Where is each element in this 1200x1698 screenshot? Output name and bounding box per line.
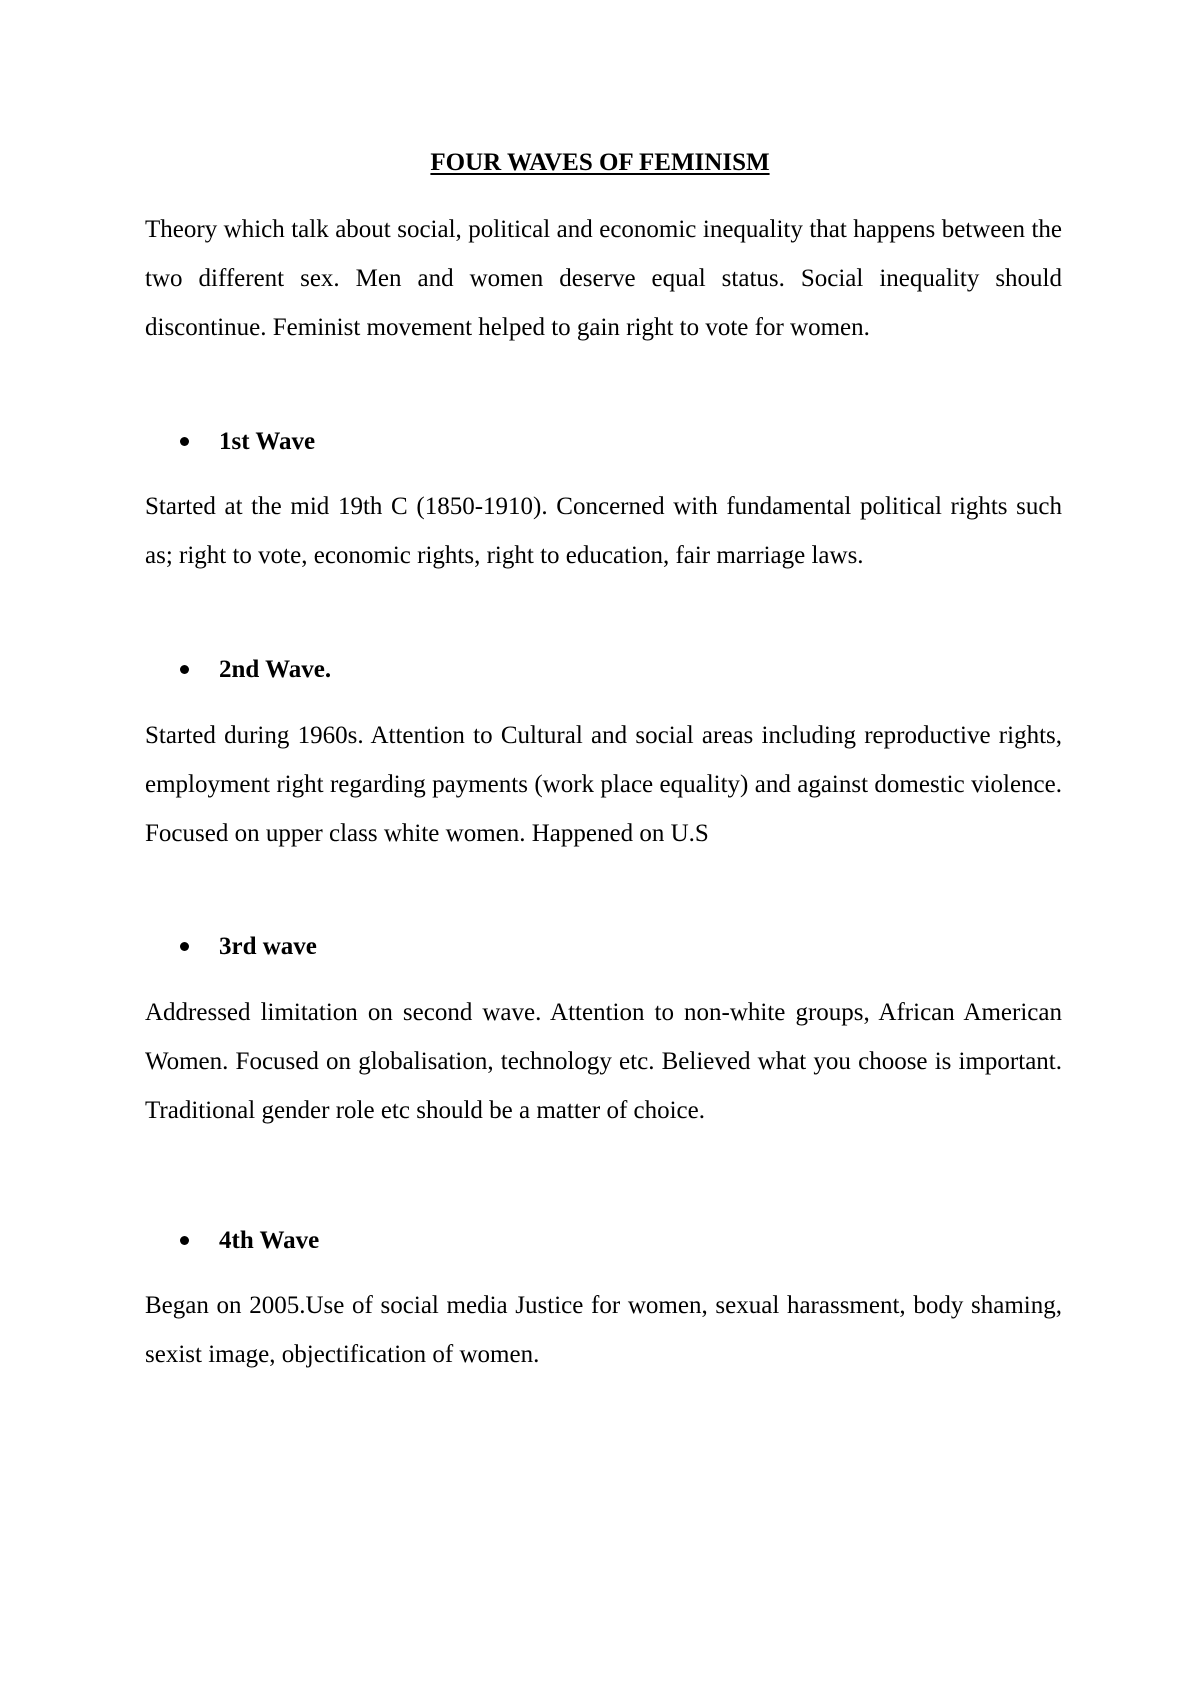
section-body-2nd-wave: Started during 1960s. Attention to Cultural and social areas including reproductive rights, employment right regarding payments (work place equality) and against domestic violence. Focused on upper class white women. Happened on U.S: [145, 722, 1062, 847]
bullet-icon: [180, 1236, 189, 1245]
section-heading-label: 1st Wave: [219, 428, 316, 455]
document-title: FOUR WAVES OF FEMINISM: [430, 149, 770, 176]
section-heading-label: 2nd Wave.: [219, 656, 332, 683]
section-body-1st-wave: Started at the mid 19th C (1850-1910). Concerned with fundamental political rights such as; right to vote, economic rights, right to education, fair marriage laws.: [145, 493, 1062, 569]
bullet-icon: [180, 437, 189, 446]
bullet-icon: [180, 665, 189, 674]
section-body-4th-wave: Began on 2005.Use of social media Justice for women, sexual harassment, body shaming, sexist image, objectification of women.: [145, 1292, 1062, 1368]
bullet-icon: [180, 942, 189, 951]
section-body-3rd-wave: Addressed limitation on second wave. Attention to non-white groups, African American Women. Focused on globalisation, technology etc. Believed what you choose is important. Traditional gender role etc should be a matter of choice.: [145, 999, 1062, 1124]
section-heading-2nd-wave: [0, 656, 1200, 686]
section-heading-1st-wave: [0, 428, 1200, 458]
section-heading-label: 4th Wave: [219, 1227, 320, 1254]
section-heading-4th-wave: [0, 1227, 1200, 1257]
section-heading-label: 3rd wave: [219, 933, 317, 960]
section-heading-3rd-wave: [0, 933, 1200, 963]
intro-paragraph: Theory which talk about social, political and economic inequality that happens between the two different sex. Men and women deserve equal status. Social inequality should discontinue. Feminist movement helped to gain right to vote for women.: [145, 216, 1062, 341]
